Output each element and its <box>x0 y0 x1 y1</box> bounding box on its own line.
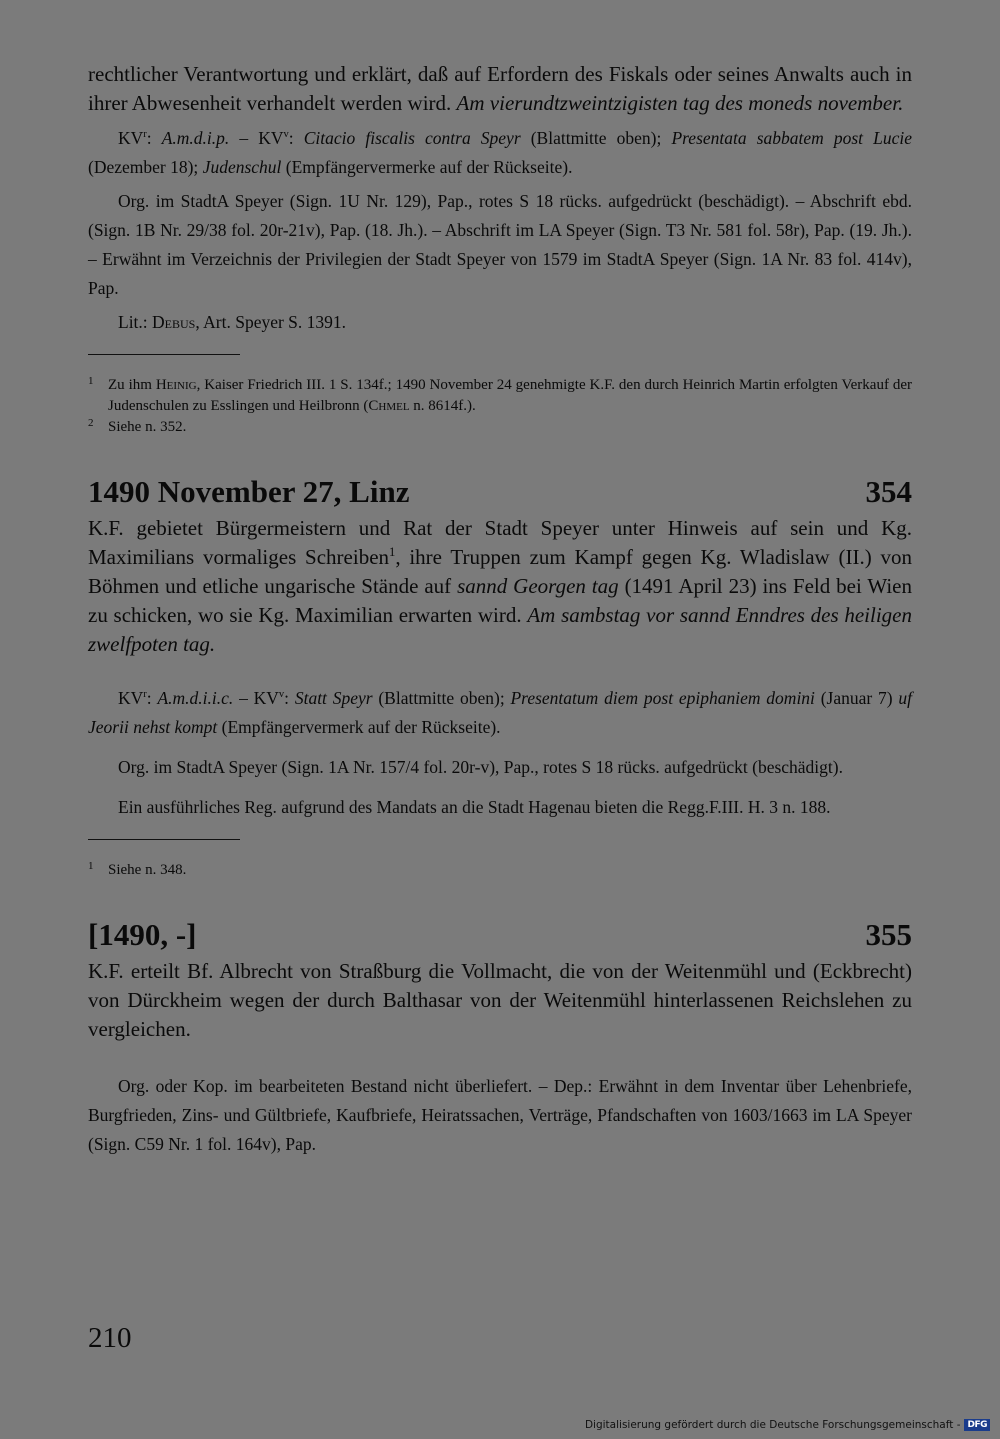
continuation-text <box>88 60 912 118</box>
footnote-number: 2 <box>88 417 94 429</box>
date-text: Am sambstag vor sannd Enndres des heiligen zwelfpoten tag. <box>88 603 913 656</box>
kv-sup: r <box>143 129 147 141</box>
kv-text: (Dezember 18); <box>88 157 199 177</box>
org-note: Org. oder Kop. im bearbeiteten Bestand nicht überliefert. – Dep.: Erwähnt in dem Inventar über Lehenbriefe, Burgfrieden, Zins- und Gültbriefe, Kaufbriefe, Heiratssachen, Verträge, Pfandschaften von 1603/1663 im LA Speyer (Sign. C59 Nr. 1 fol. 164v), Pap. <box>88 1076 912 1154</box>
kv-text: (Empfängervermerk auf der Rückseite). <box>221 717 501 737</box>
footnote-number: 1 <box>88 375 94 387</box>
regest-title: [1490, -] <box>88 917 197 952</box>
kv-text: (Januar 7) <box>820 688 893 708</box>
kv-text: uf Jeorii nehst kompt <box>88 688 913 737</box>
org-note: Org. im StadtA Speyer (Sign. 1A Nr. 157/4 fol. 20r-v), Pap., rotes S 18 rücks. aufgedrückt (beschädigt). <box>118 757 843 777</box>
regest-number: 355 <box>865 917 912 952</box>
kv-sup: r <box>143 689 147 701</box>
lit-text: , Art. Speyer S. 1391. <box>195 312 347 332</box>
page-number: 210 <box>88 1322 132 1354</box>
footnote-rule <box>88 839 240 840</box>
page-content <box>88 60 912 1159</box>
regest-title: 1490 November 27, Linz <box>88 474 410 509</box>
dfg-logo-icon: DFG <box>964 1419 990 1431</box>
footnote-rule <box>88 354 240 355</box>
kv-text: Judenschul <box>202 157 282 177</box>
author-name: Heinig <box>155 377 197 393</box>
lit-label: Lit.: <box>118 312 148 332</box>
kv-text: Presentatum diem post epiphaniem domini <box>510 688 815 708</box>
kv-text: (Blattmitte oben); <box>530 128 662 148</box>
footnote-1 <box>88 860 912 881</box>
kv-sup: v <box>278 689 285 701</box>
kv-note: $KV^r$: A.m.d.i.p. – $KV^v$: Citacio fiscalis contra Speyr (Blattmitte oben); Presentata sabbatem post Lucie (Dezember 18); Judenschul (Empfängervermerke auf der Rückseite). <box>88 128 913 177</box>
footnote-ref: 1 <box>389 545 396 559</box>
org-note: Org. im StadtA Speyer (Sign. 1U Nr. 129), Pap., rotes S 18 rücks. aufgedrückt (beschädigt). – Abschrift ebd. (Sign. 1B Nr. 29/38 fol. 20r-21v), Pap. (18. Jh.). – Abschrift im LA Speyer (Sign. T3 Nr. 581 fol. 58r), Pap. (19. Jh.). – Erwähnt im Verzeichnis der Privilegien der Stadt Speyer von 1579 im StadtA Speyer (Sign. 1A Nr. 83 fol. 414v), Pap. <box>88 191 912 298</box>
body-text: rechtlicher Verantwortung und erklärt, daß auf Erfordern des Fiskals oder seines Anwalts auch in ihrer Abwesenheit verhandelt werden wird. <box>88 62 912 115</box>
footnote-text: Siehe n. 348. <box>108 862 187 878</box>
footnote-text: Siehe n. 352. <box>108 419 187 435</box>
lit-note <box>88 308 912 337</box>
body-text: K.F. gebietet Bürgermeistern und Rat der Stadt Speyer unter Hinweis auf sein und Kg. Maximilians vormaliges Schreiben <box>88 516 912 569</box>
kv-label: KV <box>118 688 144 708</box>
regest-354-heading <box>88 472 912 512</box>
regest-355-text: K.F. erteilt Bf. Albrecht von Straßburg die Vollmacht, die von der Weitenmühl und (Eckbrecht) von Dürckheim wegen der durch Balthasar von der Weitenmühl hinterlassenen Reichslehen zu vergleichen. <box>88 959 912 1041</box>
kv-label: – KV <box>239 128 284 148</box>
author-name: Chmel <box>368 398 410 414</box>
footnote-2 <box>88 417 912 438</box>
footnote-text: , Kaiser Friedrich III. 1 S. 134f.; 1490 November 24 genehmigte K.F. den durch Heinrich Martin erfolgten Verkauf der Judenschulen zu Esslingen und Heilbronn ( <box>108 377 913 414</box>
footnote-1 <box>88 375 912 417</box>
kv-sup: v <box>283 129 289 141</box>
dfg-footer <box>585 1419 990 1431</box>
regest-number: 354 <box>865 474 912 509</box>
footnote-number: 1 <box>88 860 94 872</box>
kv-label: – KV <box>239 688 279 708</box>
kv-text: A.m.d.i.p. <box>161 128 230 148</box>
regest-354-text <box>88 514 912 659</box>
author-name: Debus <box>152 312 196 332</box>
date-text: Am vierundtzweintzigisten tag des moneds november. <box>456 91 904 115</box>
footnote-text: Zu ihm <box>108 377 152 393</box>
footnote-text: n. 8614f.). <box>413 398 476 414</box>
kv-label: KV <box>118 128 144 148</box>
kv-text: (Blattmitte oben); <box>378 688 505 708</box>
regest-355-heading <box>88 915 912 955</box>
footer-text: Digitalisierung gefördert durch die Deutsche Forschungsgemeinschaft - <box>584 1419 961 1431</box>
kv-text: (Empfängervermerke auf der Rückseite). <box>285 157 573 177</box>
reg-note: Ein ausführliches Reg. aufgrund des Mandats an die Stadt Hagenau bieten die Regg.F.III. H. 3 n. 188. <box>118 797 831 817</box>
kv-note: $KV^r$: A.m.d.i.i.c. – $KV^v$: Statt Speyr (Blattmitte oben); Presentatum diem post epiphaniem domini (Januar 7) uf Jeorii nehst kompt (Empfängervermerk auf der Rückseite). <box>88 688 913 737</box>
body-text: , ihre Truppen zum Kampf gegen Kg. Wladislaw (II.) von Böhmen und etliche ungarische Stände auf <box>88 545 912 598</box>
body-text: (1491 April 23) ins Feld bei Wien zu schicken, wo sie Kg. Maximilian erwarten wird. <box>88 574 912 627</box>
kv-text: Presentata sabbatem post Lucie <box>671 128 913 148</box>
kv-text: Citacio fiscalis contra Speyr <box>303 128 521 148</box>
date-text: sannd Georgen tag <box>457 574 619 598</box>
kv-text: A.m.d.i.i.c. <box>157 688 234 708</box>
kv-text: Statt Speyr <box>294 688 373 708</box>
